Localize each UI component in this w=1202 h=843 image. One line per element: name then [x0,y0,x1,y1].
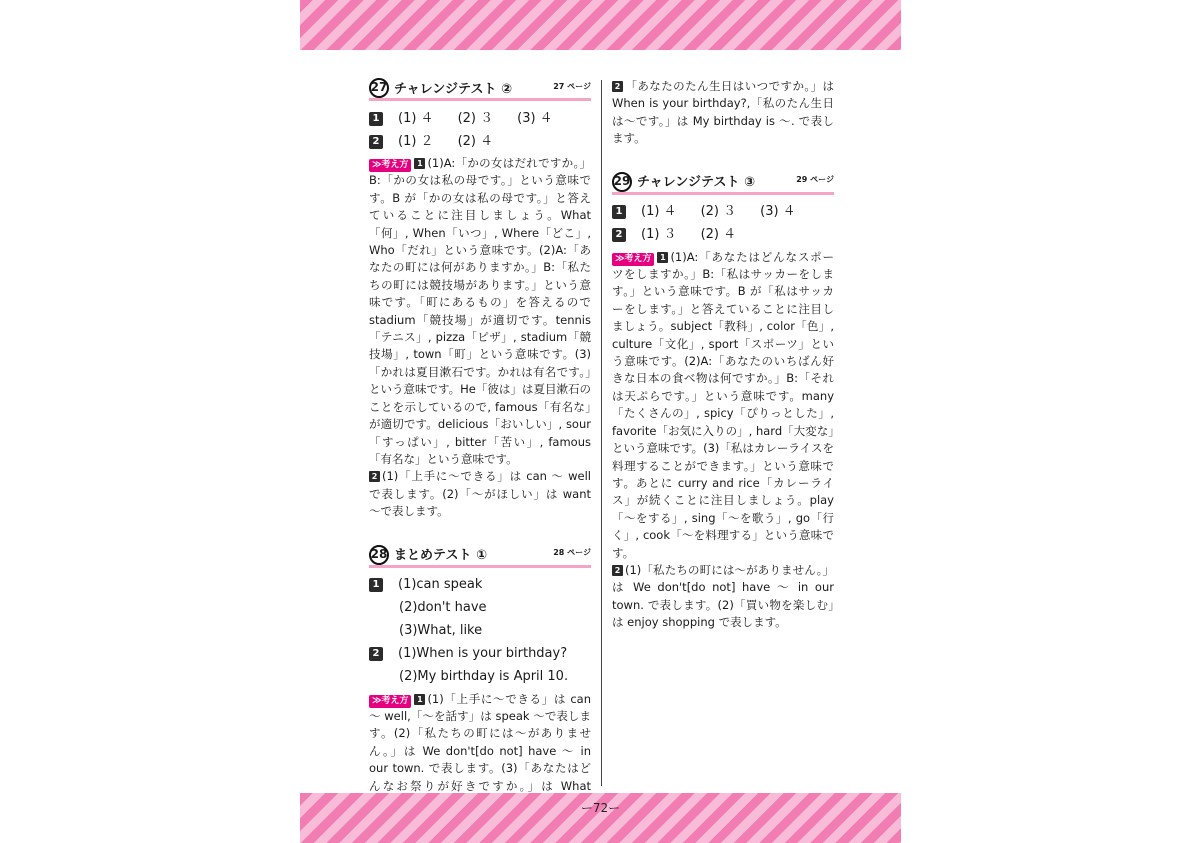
explanation-paragraph [612,78,834,148]
answer-item: (3) ４ [517,110,553,126]
explanation-text: 「あなたのたん生日はいつですか。」は When is your birthday?,「私のたん生日は〜です。」は My birthday is 〜. で表します。 [612,79,834,146]
left-column [369,76,591,812]
section-number-27: 27 [369,78,389,98]
answer-item: (2) ３ [700,204,737,220]
answer-item: (2) ４ [457,133,494,149]
section-title-28: まとめテスト ① [394,548,488,564]
answer-row-27-2 [369,130,591,153]
thinking-tag: ≫考え方 [369,159,411,172]
answer-item: (1) ４ [641,204,677,220]
answer-item: (1) ４ [398,110,434,126]
section-page-ref-27: 27 ページ [553,81,591,91]
section-title-29: チャレンジテスト ③ [637,175,755,191]
explanation-text: (1)「私たちの町には〜がありません。」は We don't[do not] have 〜 in our town. で表します。(2)「買い物を楽しむ」は enjoy shopping で表します。 [612,562,834,630]
answer-item: (1)When is your birthday? [398,646,568,662]
answer-item: (2) ４ [700,227,737,243]
answer-item: (2)My birthday is April 10. [399,669,569,685]
question-number-mini: 2 [612,565,623,576]
question-number-box: 1 [369,578,383,592]
section-title-27: チャレンジテスト ② [394,81,512,97]
answer-item: (3) ４ [760,204,796,220]
question-number-box: 2 [369,135,383,149]
explanation-text: (1)「上手に〜できる」は can 〜 well で表します。(2)「〜がほしい」は want 〜で表します。 [369,469,591,519]
explanation-paragraph [612,249,834,562]
question-number-mini: 1 [414,694,425,705]
right-column [612,76,834,632]
question-number-box: 1 [369,112,383,126]
section-page-ref-29: 29 ページ [796,175,834,185]
answer-item: (2) ３ [457,110,494,126]
section-number-29: 29 [612,172,632,192]
explanation-29 [612,249,834,632]
answer-row-28-2b [369,666,591,689]
section-number-28: 28 [369,545,389,565]
question-number-box: 2 [369,647,383,661]
section-29-header [612,170,834,195]
answer-item: (1) ３ [641,227,677,243]
explanation-paragraph [612,562,834,632]
thinking-tag: ≫考え方 [612,253,654,266]
explanation-paragraph [369,155,591,468]
section-page-ref-28: 28 ページ [553,548,591,558]
question-number-box: 1 [612,205,626,219]
explanation-28-continued [612,78,834,148]
question-number-mini: 1 [414,158,425,169]
page-number: ー72ー [580,801,621,815]
thinking-tag: ≫考え方 [369,695,411,708]
explanation-text: (1)A:「かの女はだれですか。」B:「かの女は私の母です。」という意味です。B が「かの女は私の母です。」と答えていることに注目しましょう。What「何」, When「いつ」, Where「どこ」, Who「だれ」という意味です。(2)A:「あなたの町には何がありますか。」B:「私たちの町には競技場があります。」という意味です。「町にあるもの」を答えるので stadium「競技場」が適切です。tennis「テニス」, pizza「ピザ」, stadium「競技場」, town「町」という意味です。(3)「かれは夏目漱石です。かれは有名です。」という意味です。He「彼は」は夏目漱石のことを示しているので, famous「有名な」が適切です。delicious「おいしい」, sour「すっぱい」, bitter「苦い」, famous「有名な」という意味です。 [369,156,591,466]
bottom-decorative-band [300,793,901,843]
section-27-header [369,76,591,101]
question-number-mini: 2 [369,471,380,482]
column-divider [601,80,602,786]
answer-row-27-1 [369,107,591,130]
explanation-text: (1)A:「あなたはどんなスポーツをしますか。」B:「私はサッカーをします。」という意味です。B が「私はサッカーをします。」と答えていることに注目しましょう。subject「教科」, color「色」, culture「文化」, sport「スポーツ」という意味です。(2)A:「あなたのいちばん好きな日本の食べ物は何ですか。」B:「それは天ぷらです。」という意味です。many「たくさんの」, spicy「ぴりっとした」, favorite「お気に入りの」, hard「大変な」という意味です。(3)「私はカレーライスを料理することができます。」という意味です。あとに curry and rice「カレーライス」が続くことに注目しましょう。play「〜をする」, sing「〜を歌う」, go「行く」, cook「〜を料理する」という意味です。 [612,249,834,560]
answer-item: (2)don't have [399,600,487,616]
explanation-27 [369,155,591,521]
answer-item: (1)can speak [398,577,483,593]
top-decorative-band [300,0,901,50]
question-number-mini: 1 [657,252,668,263]
answer-row-28-2 [369,643,591,666]
answer-row-29-2 [612,224,834,247]
answer-item: (1) ２ [398,133,434,149]
explanation-paragraph [369,468,591,520]
section-28-header [369,543,591,568]
answer-row-28-1b [369,597,591,620]
question-number-box: 2 [612,228,626,242]
answer-row-28-1 [369,574,591,597]
explanation-text: (1)「上手に〜できる」は can 〜 well,「〜を話す」は speak 〜で表します。(2)「私たちの町には〜がありません。」は We don't[do not] have 〜 in our town. で表します。(3)「あなたはどんなお祭りが好きですか。」は What [369,691,591,793]
question-number-mini: 2 [612,81,623,92]
answer-item: (3)What, like [399,623,483,639]
answer-row-29-1 [612,201,834,224]
answer-row-28-1c [369,620,591,643]
